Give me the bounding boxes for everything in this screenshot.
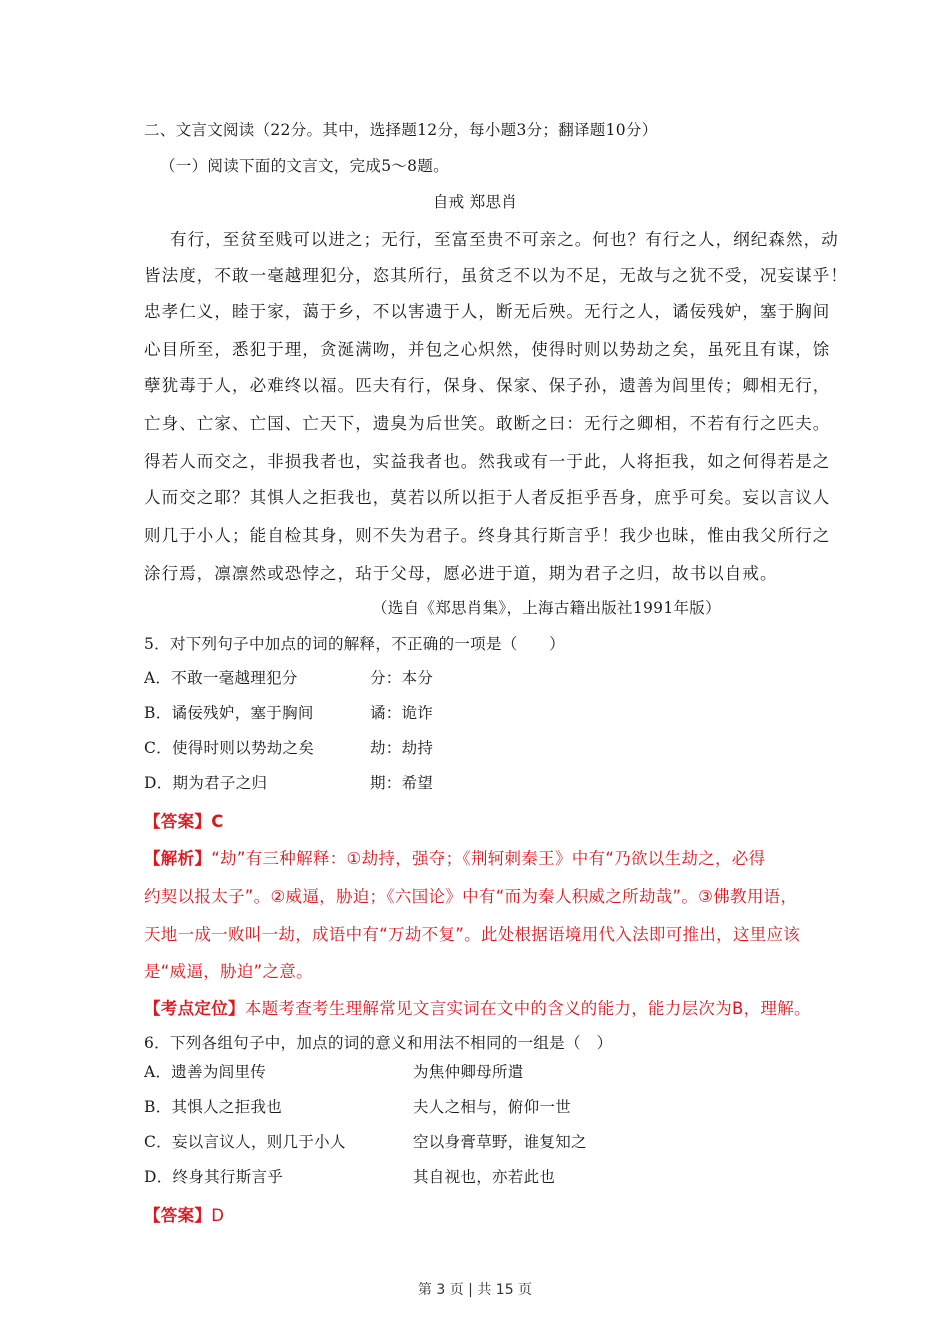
passage-line-1: 有行，至贫至贱可以进之；无行，至富至贵不可亲之。何也？有行之人，纲纪森然，动 — [170, 230, 839, 249]
q5-analysis-line-1: 【解析】“劫”有三种解释：①劫持，强夺；《荆轲刺秦王》中有“乃欲以生劫之，必得 — [144, 849, 766, 868]
q6-option-c: C．妄以言议人，则几于小人 — [144, 1133, 346, 1151]
q6-option-d: D．终身其行斯言乎 — [144, 1168, 284, 1186]
page-footer: 第 3 页 | 共 15 页 — [417, 1282, 533, 1298]
sub-heading: （一）阅读下面的文言文，完成5～8题。 — [160, 157, 449, 175]
q6-option-d-compare: 其自视也，亦若此也 — [413, 1168, 556, 1186]
q5-option-d-explain: 期：希望 — [370, 774, 434, 792]
q6-option-a-compare: 为焦仲卿母所遣 — [413, 1063, 524, 1081]
q5-answer — [144, 808, 224, 832]
passage-line-6: 亡身、亡家、亡国、亡天下，遗臭为后世笑。敢断之曰：无行之卿相，不若有行之匹夫。 — [144, 414, 831, 433]
q5-option-b: B．谲佞残妒，塞于胸间 — [144, 704, 314, 722]
q6-answer — [144, 1202, 224, 1226]
q5-stem: 5．对下列句子中加点的词的解释，不正确的一项是（ ） — [144, 635, 565, 653]
q5-analysis-line-4: 是“威逼，胁迫”之意。 — [144, 962, 313, 981]
q5-option-c: C．使得时则以势劫之矣 — [144, 739, 315, 757]
q5-option-c-explain: 劫：劫持 — [370, 739, 434, 757]
passage-title: 自戒 郑思肖 — [432, 193, 518, 211]
passage-line-8: 人而交之耶？其惧人之拒我也，莫若以所以拒于人者反拒乎吾身，庶乎可矣。妄以言议人 — [144, 488, 831, 507]
passage-line-4: 心目所至，悉犯于理，贪涎满吻，并包之心炽然，使得时则以势劫之矣，虽死且有谋，馀 — [144, 340, 831, 359]
q5-point: 【考点定位】本题考查考生理解常见文言实词在文中的含义的能力，能力层次为B，理解。 — [144, 999, 811, 1018]
passage-line-10: 涂行焉，凛凛然或恐悖之，玷于父母，愿必进于道，期为君子之归，故书以自戒。 — [144, 564, 778, 583]
answer-value: C — [211, 812, 224, 831]
q5-option-b-explain: 谲：诡诈 — [370, 704, 434, 722]
section-heading: 二、文言文阅读（22分。其中，选择题12分，每小题3分；翻译题10分） — [144, 121, 658, 139]
q6-option-b: B．其惧人之拒我也 — [144, 1098, 283, 1116]
passage-line-2: 皆法度，不敢一毫越理犯分，恣其所行，虽贫乏不以为不足，无故与之犹不受，况妄谋乎！ — [144, 266, 848, 285]
q6-stem: 6．下列各组句子中，加点的词的意义和用法不相同的一组是（ ） — [144, 1034, 613, 1052]
q5-option-d: D．期为君子之归 — [144, 774, 268, 792]
q6-option-c-compare: 空以身膏草野，谁复知之 — [413, 1133, 587, 1151]
answer-tag: 【答案】 — [144, 1206, 212, 1225]
analysis-tag: 【解析】 — [144, 849, 212, 868]
q6-option-b-compare: 夫人之相与，俯仰一世 — [413, 1098, 572, 1116]
passage-source: （选自《郑思肖集》，上海古籍出版社1991年版） — [372, 599, 721, 617]
passage-line-7: 得若人而交之，非损我者也，实益我者也。然我或有一于此，人将拒我，如之何得若是之 — [144, 452, 831, 471]
q5-option-a: A．不敢一毫越理犯分 — [144, 669, 298, 687]
point-tag: 【考点定位】 — [144, 999, 245, 1018]
passage-line-5: 孽犹毒于人，必难终以福。匹夫有行，保身、保家、保子孙，遗善为闾里传；卿相无行， — [144, 376, 831, 395]
answer-value: D — [211, 1206, 225, 1225]
q6-option-a: A．遗善为闾里传 — [144, 1063, 267, 1081]
q5-option-a-explain: 分：本分 — [370, 669, 434, 687]
q5-analysis-line-3: 天地一成一败叫一劫，成语中有“万劫不复”。此处根据语境用代入法即可推出，这里应该 — [144, 925, 801, 944]
q5-analysis-line-2: 约契以报太子”。②威逼，胁迫；《六国论》中有“而为秦人积威之所劫哉”。③佛教用语， — [144, 887, 798, 906]
passage-line-9: 则几于小人；能自检其身，则不失为君子。终身其行斯言乎！我少也昧，惟由我父所行之 — [144, 526, 831, 545]
answer-tag: 【答案】 — [144, 812, 212, 831]
passage-line-3: 忠孝仁义，睦于家，蔼于乡，不以害遗于人，断无后殃。无行之人，谲佞残妒，塞于胸间 — [144, 302, 831, 321]
